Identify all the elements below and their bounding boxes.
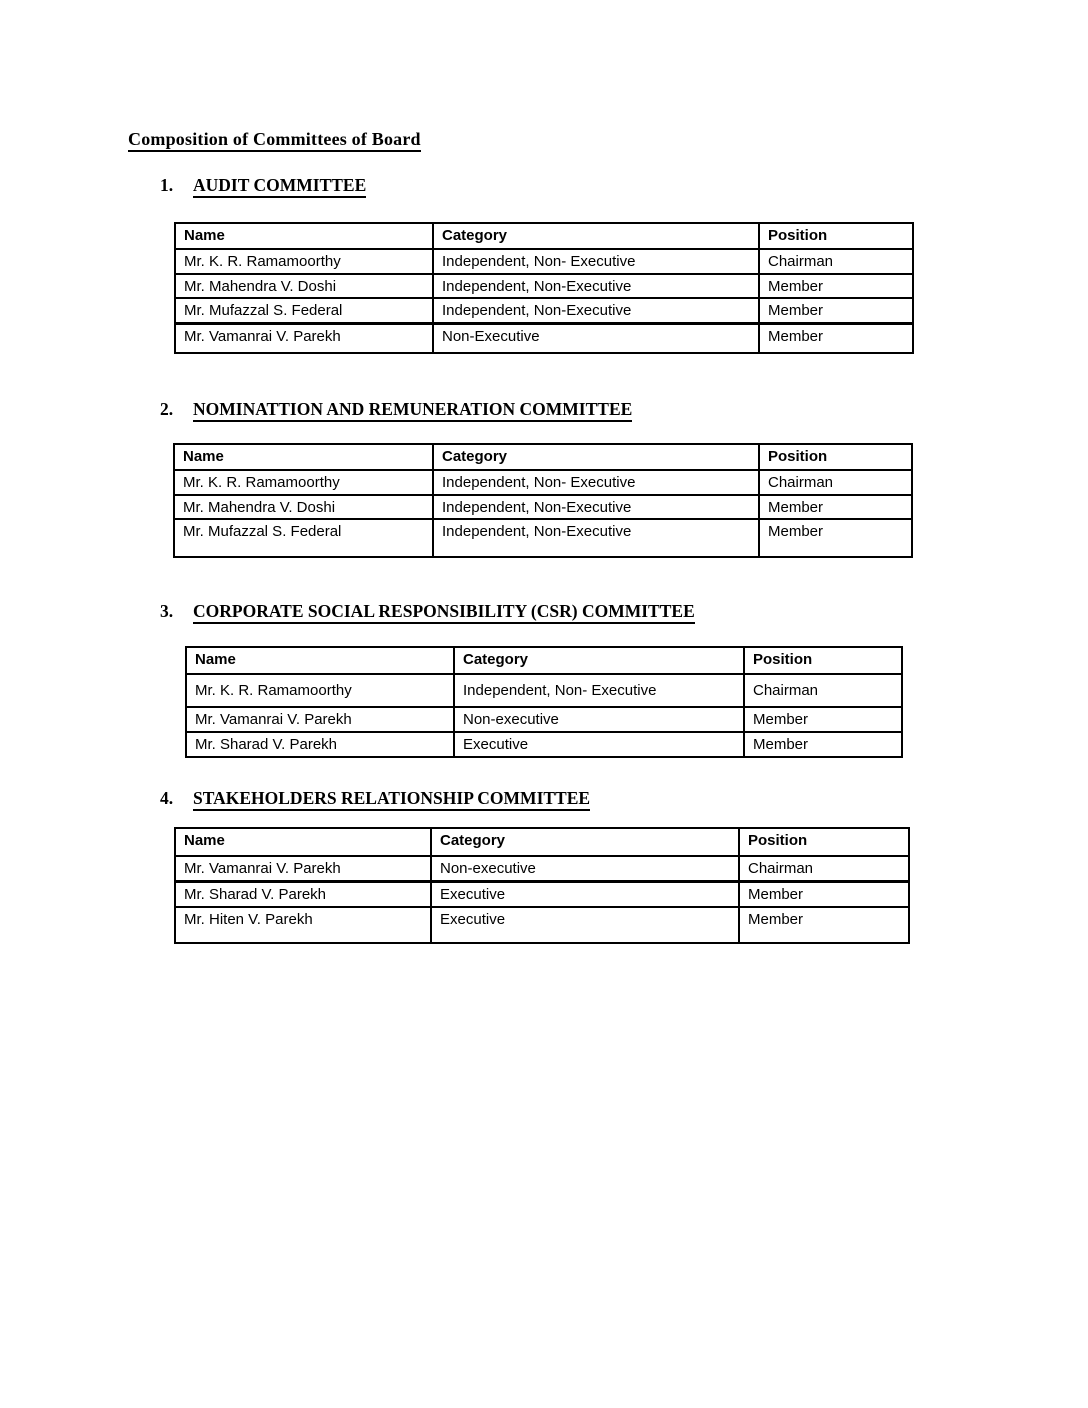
cell-category: Executive (454, 732, 744, 757)
section-number: 1. (160, 175, 174, 195)
table-row (175, 249, 913, 274)
cell-category: Independent, Non-Executive (433, 298, 759, 323)
cell-category: Non-Executive (433, 323, 759, 353)
cell-name: Mr. Sharad V. Parekh (175, 881, 431, 907)
cell-position: Chairman (744, 674, 902, 707)
table-row (174, 495, 912, 519)
header-position: Position (744, 647, 902, 674)
cell-name: Mr. Mahendra V. Doshi (174, 495, 433, 519)
cell-category: Independent, Non- Executive (433, 249, 759, 274)
table-row (175, 298, 913, 323)
section-heading-text: STAKEHOLDERS RELATIONSHIP COMMITTEE (193, 788, 590, 811)
cell-position: Member (759, 323, 913, 353)
cell-category: Independent, Non- Executive (454, 674, 744, 707)
section-number: 4. (160, 788, 174, 808)
cell-category: Non-executive (454, 707, 744, 732)
section-heading-csr-committee (160, 601, 695, 622)
document-title-text: Composition of Committees of Board (128, 129, 421, 152)
header-category: Category (454, 647, 744, 674)
header-category: Category (433, 223, 759, 249)
section-heading-stakeholders-relationship (160, 788, 590, 809)
table-header-row (175, 223, 913, 249)
cell-name: Mr. Vamanrai V. Parekh (186, 707, 454, 732)
header-category: Category (433, 444, 759, 470)
nomination-remuneration-table (173, 443, 913, 558)
table-row (175, 881, 909, 907)
document-title (128, 129, 421, 150)
table-row (174, 519, 912, 557)
section-number: 2. (160, 399, 174, 419)
header-category: Category (431, 828, 739, 856)
cell-name: Mr. Hiten V. Parekh (175, 907, 431, 943)
stakeholders-relationship-table (174, 827, 910, 944)
header-position: Position (739, 828, 909, 856)
cell-name: Mr. Vamanrai V. Parekh (175, 856, 431, 881)
section-heading-text: AUDIT COMMITTEE (193, 175, 366, 198)
cell-category: Independent, Non-Executive (433, 495, 759, 519)
cell-name: Mr. Sharad V. Parekh (186, 732, 454, 757)
cell-position: Chairman (739, 856, 909, 881)
table-header-row (186, 647, 902, 674)
cell-position: Member (759, 495, 912, 519)
cell-position: Member (744, 732, 902, 757)
table-header-row (175, 828, 909, 856)
cell-name: Mr. K. R. Ramamoorthy (174, 470, 433, 495)
header-name: Name (175, 828, 431, 856)
section-heading-text: CORPORATE SOCIAL RESPONSIBILITY (CSR) COMMITTEE (193, 601, 695, 624)
section-heading-audit-committee (160, 175, 366, 196)
section-heading-nomination-remuneration (160, 399, 632, 420)
table-row (175, 907, 909, 943)
cell-name: Mr. Mahendra V. Doshi (175, 274, 433, 298)
cell-category: Independent, Non- Executive (433, 470, 759, 495)
csr-committee-table (185, 646, 903, 758)
cell-name: Mr. Vamanrai V. Parekh (175, 323, 433, 353)
header-name: Name (174, 444, 433, 470)
cell-category: Independent, Non-Executive (433, 519, 759, 557)
cell-name: Mr. K. R. Ramamoorthy (175, 249, 433, 274)
header-name: Name (175, 223, 433, 249)
table-row (175, 323, 913, 353)
table-header-row (174, 444, 912, 470)
table-row (174, 470, 912, 495)
cell-position: Member (759, 298, 913, 323)
cell-category: Executive (431, 881, 739, 907)
header-position: Position (759, 444, 912, 470)
cell-category: Executive (431, 907, 739, 943)
table-row (175, 274, 913, 298)
table-row (186, 707, 902, 732)
table-row (175, 856, 909, 881)
cell-position: Member (739, 881, 909, 907)
cell-name: Mr. Mufazzal S. Federal (175, 298, 433, 323)
cell-position: Chairman (759, 470, 912, 495)
cell-name: Mr. K. R. Ramamoorthy (186, 674, 454, 707)
cell-name: Mr. Mufazzal S. Federal (174, 519, 433, 557)
cell-position: Member (759, 519, 912, 557)
audit-committee-table (174, 222, 914, 354)
header-name: Name (186, 647, 454, 674)
cell-position: Member (759, 274, 913, 298)
table-row (186, 732, 902, 757)
cell-position: Member (739, 907, 909, 943)
section-number: 3. (160, 601, 174, 621)
table-row (186, 674, 902, 707)
section-heading-text: NOMINATTION AND REMUNERATION COMMITTEE (193, 399, 632, 422)
cell-category: Independent, Non-Executive (433, 274, 759, 298)
cell-category: Non-executive (431, 856, 739, 881)
cell-position: Chairman (759, 249, 913, 274)
header-position: Position (759, 223, 913, 249)
cell-position: Member (744, 707, 902, 732)
